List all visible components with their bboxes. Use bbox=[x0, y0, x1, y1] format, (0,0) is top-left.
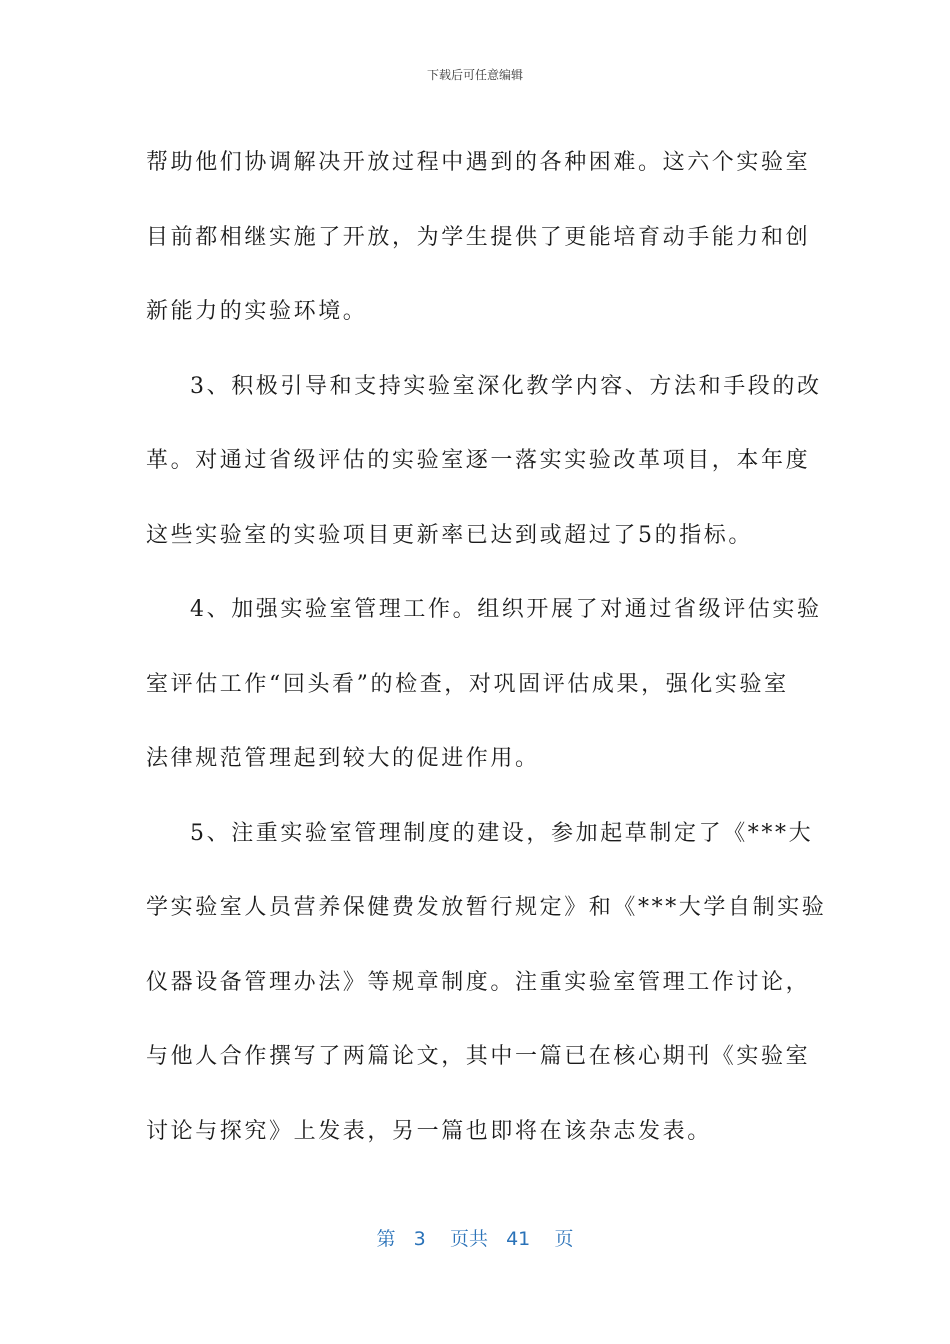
body-line: 这些实验室的实验项目更新率已达到或超过了5的指标。 bbox=[146, 522, 753, 548]
body-line: 新能力的实验环境。 bbox=[146, 299, 368, 324]
body-line: 学实验室人员营养保健费发放暂行规定》和《***大学自制实验 bbox=[146, 895, 827, 920]
body-line: 目前都相继实施了开放，为学生提供了更能培育动手能力和创 bbox=[146, 224, 811, 250]
footer-suffix: 页 bbox=[554, 1228, 574, 1250]
document-body bbox=[146, 126, 827, 1169]
body-line: 与他人合作撰写了两篇论文，其中一篇已在核心期刊《实验室 bbox=[146, 1044, 811, 1069]
paragraph-start-line: 3、积极引导和支持实验室深化教学内容、方法和手段的改 bbox=[190, 373, 822, 399]
paragraph-start-line: 5、注重实验室管理制度的建设，参加起草制定了《***大 bbox=[190, 820, 814, 846]
page-number: 3 bbox=[413, 1228, 426, 1250]
body-line: 法律规范管理起到较大的促进作用。 bbox=[146, 746, 540, 771]
footer-middle: 页共 bbox=[449, 1228, 488, 1250]
body-line: 室评估工作“回头看”的检查，对巩固评估成果，强化实验室 bbox=[146, 671, 789, 697]
body-line: 讨论与探究》上发表，另一篇也即将在该杂志发表。 bbox=[146, 1118, 712, 1144]
paragraph-start-line: 4、加强实验室管理工作。组织开展了对通过省级评估实验 bbox=[190, 597, 822, 622]
footer-prefix: 第 bbox=[376, 1228, 396, 1250]
header-note: 下载后可任意编辑 bbox=[426, 68, 523, 82]
page-total: 41 bbox=[506, 1228, 531, 1250]
body-line: 仪器设备管理办法》等规章制度。注重实验室管理工作讨论， bbox=[146, 969, 811, 995]
page-footer bbox=[0, 1224, 950, 1251]
body-line: 革。对通过省级评估的实验室逐一落实实验改革项目，本年度 bbox=[146, 448, 811, 473]
body-line: 帮助他们协调解决开放过程中遇到的各种困难。这六个实验室 bbox=[146, 150, 811, 175]
